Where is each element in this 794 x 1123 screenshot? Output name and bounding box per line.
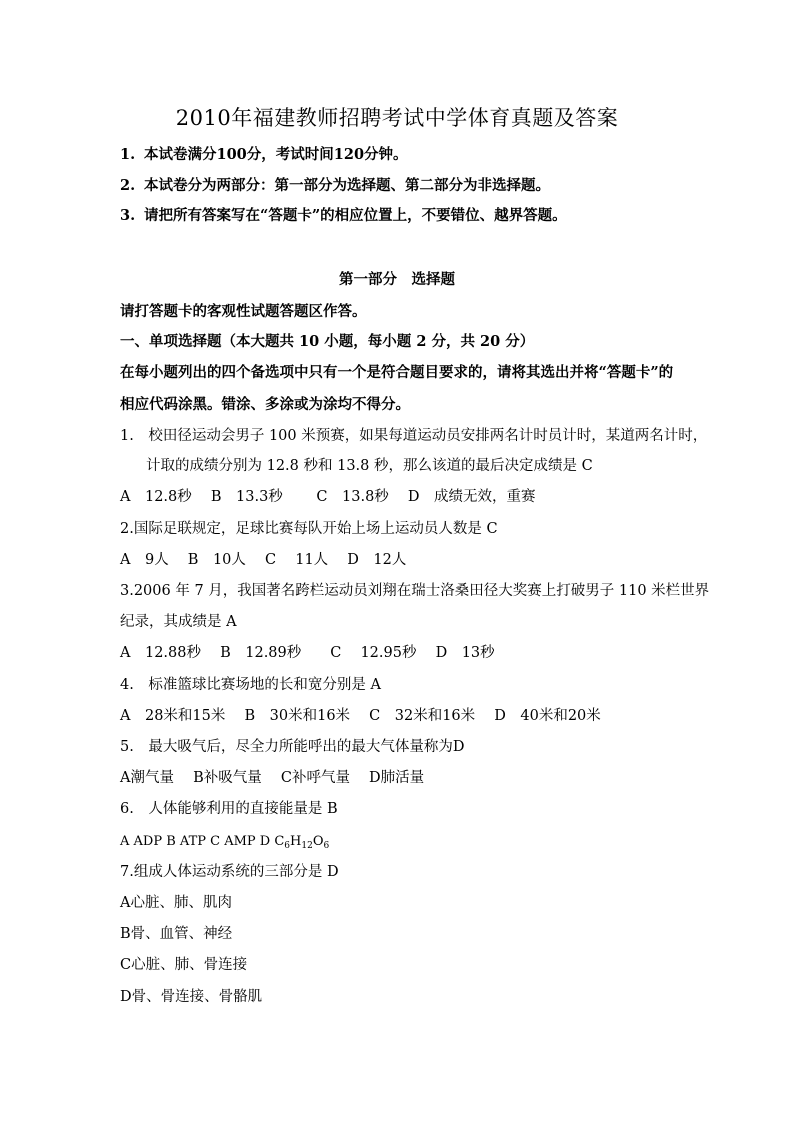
instruction-1-number: 1.	[120, 146, 136, 163]
question-5-options: A潮气量 B补吸气量 C补呼气量 D肺活量	[120, 770, 425, 786]
question-4-options: A 28米和15米 B 30米和16米 C 32米和16米 D 40米和20米	[120, 708, 601, 724]
instruction-3-text: 请把所有答案写在“答题卡”的相应位置上，不要错位、越界答题。	[144, 207, 567, 224]
question-4-line-1: 4. 标准篮球比赛场地的长和宽分别是 A	[120, 677, 381, 693]
question-7-option-b: B骨、血管、神经	[120, 926, 233, 942]
question-3-line-1: 3.2006 年 7 月，我国著名跨栏运动员刘翔在瑞士洛桑田径大奖赛上打破男子 110 米栏世界	[120, 583, 710, 599]
question-7-line-1: 7.组成人体运动系统的三部分是 D	[120, 864, 339, 880]
instruction-1-text: 本试卷满分100分，考试时间120分钟。	[144, 146, 408, 163]
instruction-2	[120, 176, 550, 196]
part1-note: 请打答题卡的客观性试题答题区作答。	[120, 303, 367, 320]
directions-line-2: 相应代码涂黑。错涂、多涂或为涂均不得分。	[120, 396, 410, 413]
question-1-options: A 12.8秒 B 13.3秒 C 13.8秒 D 成绩无效，重赛	[120, 489, 536, 505]
formula-sub-c: 6	[284, 841, 291, 851]
question-7-option-a: A心脏、肺、肌肉	[120, 895, 232, 911]
formula-h: H	[290, 834, 302, 849]
formula-sub-o: 6	[323, 841, 330, 851]
instruction-3	[120, 206, 567, 226]
instruction-3-number: 3.	[120, 207, 136, 224]
question-5-line-1: 5. 最大吸气后，尽全力所能呼出的最大气体量称为D	[120, 739, 465, 755]
instruction-2-number: 2.	[120, 177, 136, 194]
exam-title: 2010年福建教师招聘考试中学体育真题及答案	[175, 106, 619, 130]
question-1-line-2: 计取的成绩分别为 12.8 秒和 13.8 秒，那么该道的最后决定成绩是 C	[146, 458, 593, 474]
directions-line-1: 在每小题列出的四个备选项中只有一个是符合题目要求的，请将其选出并将“答题卡”的	[120, 364, 674, 381]
instruction-2-text: 本试卷分为两部分：第一部分为选择题、第二部分为非选择题。	[144, 177, 550, 194]
formula-sub-h: 12	[301, 841, 313, 851]
question-6-line-1: 6. 人体能够利用的直接能量是 B	[120, 801, 338, 817]
question-7-option-c: C心脏、肺、骨连接	[120, 957, 248, 973]
question-2-line-1: 2.国际足联规定，足球比赛每队开始上场上运动员人数是 C	[120, 521, 498, 537]
question-3-options: A 12.88秒 B 12.89秒 C 12.95秒 D 13秒	[120, 645, 495, 661]
question-2-options: A 9人 B 10人 C 11人 D 12人	[120, 552, 407, 568]
question-6-options	[120, 832, 329, 852]
question-1-line-1: 1. 校田径运动会男子 100 米预赛，如果每道运动员安排两名计时员计时，某道两名计时，	[120, 428, 708, 444]
formula-o: O	[312, 834, 324, 849]
question-3-line-2: 纪录，其成绩是 A	[120, 614, 237, 630]
section-title: 一、单项选择题（本大题共 10 小题，每小题 2 分，共 20 分）	[120, 333, 535, 350]
part1-heading: 第一部分 选择题	[339, 271, 455, 288]
question-7-option-d: D骨、骨连接、骨骼肌	[120, 989, 263, 1005]
question-6-options-prefix: A ADP B ATP C AMP D C	[120, 834, 285, 849]
instruction-1	[120, 145, 408, 165]
